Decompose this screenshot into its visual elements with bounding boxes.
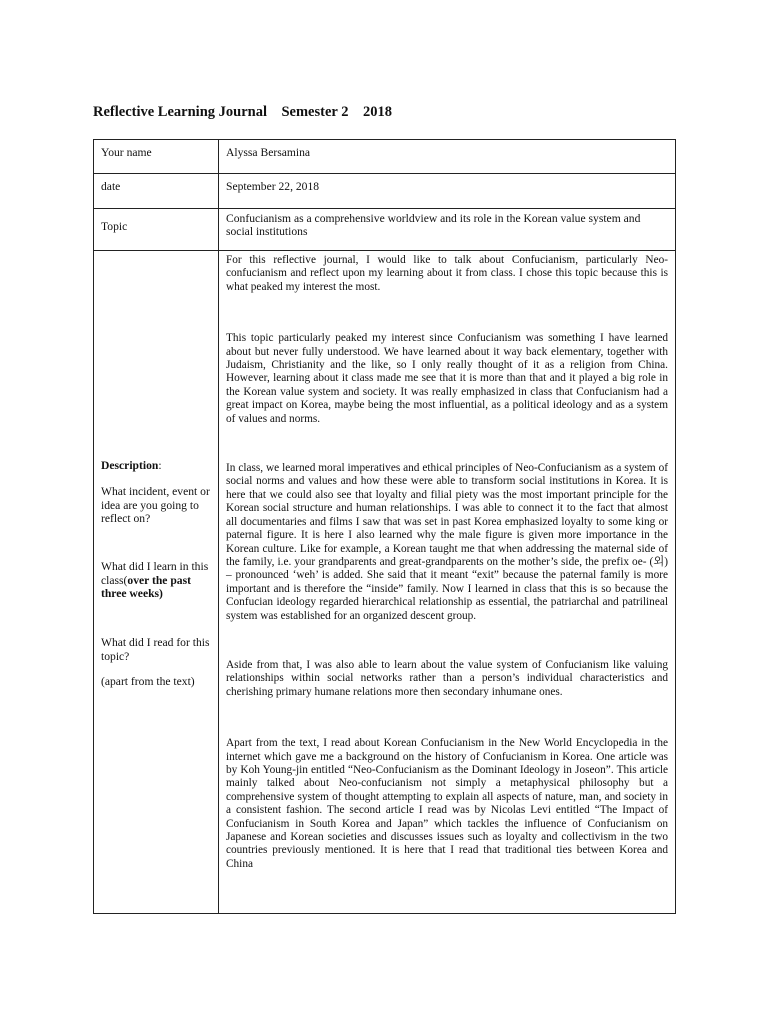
paragraph-readings: Apart from the text, I read about Korean Confucianism in the New World Encyclopedia in the internet which gave me a background on the history of Confucianism in Korea. One article was by Koh Young-jin entitled “Neo-Confucianism as the Dominant Ideology in Joseon”. This article mainly talked about Neo-confucianism not simply a metaphysical philosophy but a comprehensive system of thought attempting to explain all aspects of nature, man, and society in a consistent fashion. The second article I read was by Nicolas Levi entitled “The Impact of Confucianism in South Korea and Japan” which tackles the influence of Confucianism on Japanese and Korean societies and discusses issues such as loyalty and collectivism in the two countries previously mentioned. It is here that I read that traditional ties between Korea and China bbox=[226, 737, 668, 870]
name-label: Your name bbox=[101, 146, 152, 159]
reflection-text bbox=[219, 251, 675, 913]
paragraph-value-system: Aside from that, I was also able to learn about the value system of Confucianism like valuing relationships within social networks rather than a person’s individual characteristics and cherishing primary humane relations more then secondary inhumane ones. bbox=[226, 658, 668, 698]
read-question: What did I read for this topic? bbox=[101, 636, 210, 663]
topic-row bbox=[94, 209, 676, 251]
name-value-cell bbox=[219, 140, 676, 174]
journal-title: Reflective Learning Journal Semester 2 2018 bbox=[93, 104, 392, 120]
topic-label: Topic bbox=[101, 220, 128, 233]
reflection-row bbox=[94, 251, 676, 914]
reflection-cell bbox=[219, 251, 676, 914]
topic-label-cell bbox=[94, 209, 219, 251]
description-heading-colon: : bbox=[158, 459, 162, 472]
paragraph-interest: This topic particularly peaked my interest since Confucianism was something I have learned about but never fully understood. We have learned about it way back elementary, together with Judaism, Christianity and the like, so I only really thought of it as a religion from China. However, learning about it class made me see that it is more than that and it played a big role in the Korean value system and society. It was really emphasized in class that Confucianism had a great impact on Korea, maybe being the most influential, as a political ideology and as a system of values and norms. bbox=[226, 332, 668, 425]
prompts-cell bbox=[94, 251, 219, 914]
apart-note: (apart from the text) bbox=[101, 675, 195, 688]
description-heading bbox=[101, 459, 213, 473]
learn-question-prefix: What did I learn in this class( bbox=[101, 560, 209, 587]
learn-question bbox=[101, 560, 213, 601]
date-label: date bbox=[101, 180, 121, 193]
name-row bbox=[94, 140, 676, 174]
learn-question-bold: over the past three weeks) bbox=[101, 573, 191, 601]
topic-value: Confucianism as a comprehensive worldview and its role in the Korean value system and social institutions bbox=[226, 212, 641, 239]
date-label-cell bbox=[94, 174, 219, 209]
topic-value-cell bbox=[219, 209, 676, 251]
description-heading-text: Description bbox=[101, 459, 159, 472]
paragraph-intro: For this reflective journal, I would like to talk about Confucianism, particularly Neo-confucianism and reflect upon my learning about it from class. I chose this topic because this is what peaked my interest the most. bbox=[226, 254, 668, 293]
date-value-cell bbox=[219, 174, 676, 209]
date-value: September 22, 2018 bbox=[226, 180, 320, 193]
journal-table bbox=[93, 139, 676, 914]
paragraph-class-learning: In class, we learned moral imperatives and ethical principles of Neo-Confucianism as a system of social norms and values and how these were able to transform social institutions in Korea. It is here that we could also see that loyalty and filial piety was the most important principle for the Korean social structure and human relationships. I was able to connect it to the fact that almost all documentaries and films I saw that was set in past Korea emphasized loyalty to some king or paternal figure. It is here I also learned why the male figure is given more importance in the Korean culture. Like for example, a Korean taught me that when addressing the maternal side of the family, i.e. your grandparents and great-grandparents on the mother’s side, the prefix oe- (외) – pronounced ‘weh’ is added. She said that it meant “exit” because the paternal family is more important and is therefore the “inside” family. Now I learned in class that this is so because the Confucian ideology regarded hierarchical relationship as essential, the patriarchal and patrilineal system was established for an organized descent group. bbox=[226, 462, 668, 622]
date-row bbox=[94, 174, 676, 209]
name-label-cell bbox=[94, 140, 219, 174]
name-value: Alyssa Bersamina bbox=[226, 146, 311, 159]
prompts-column bbox=[94, 251, 218, 913]
incident-question: What incident, event or idea are you going to reflect on? bbox=[101, 485, 210, 526]
